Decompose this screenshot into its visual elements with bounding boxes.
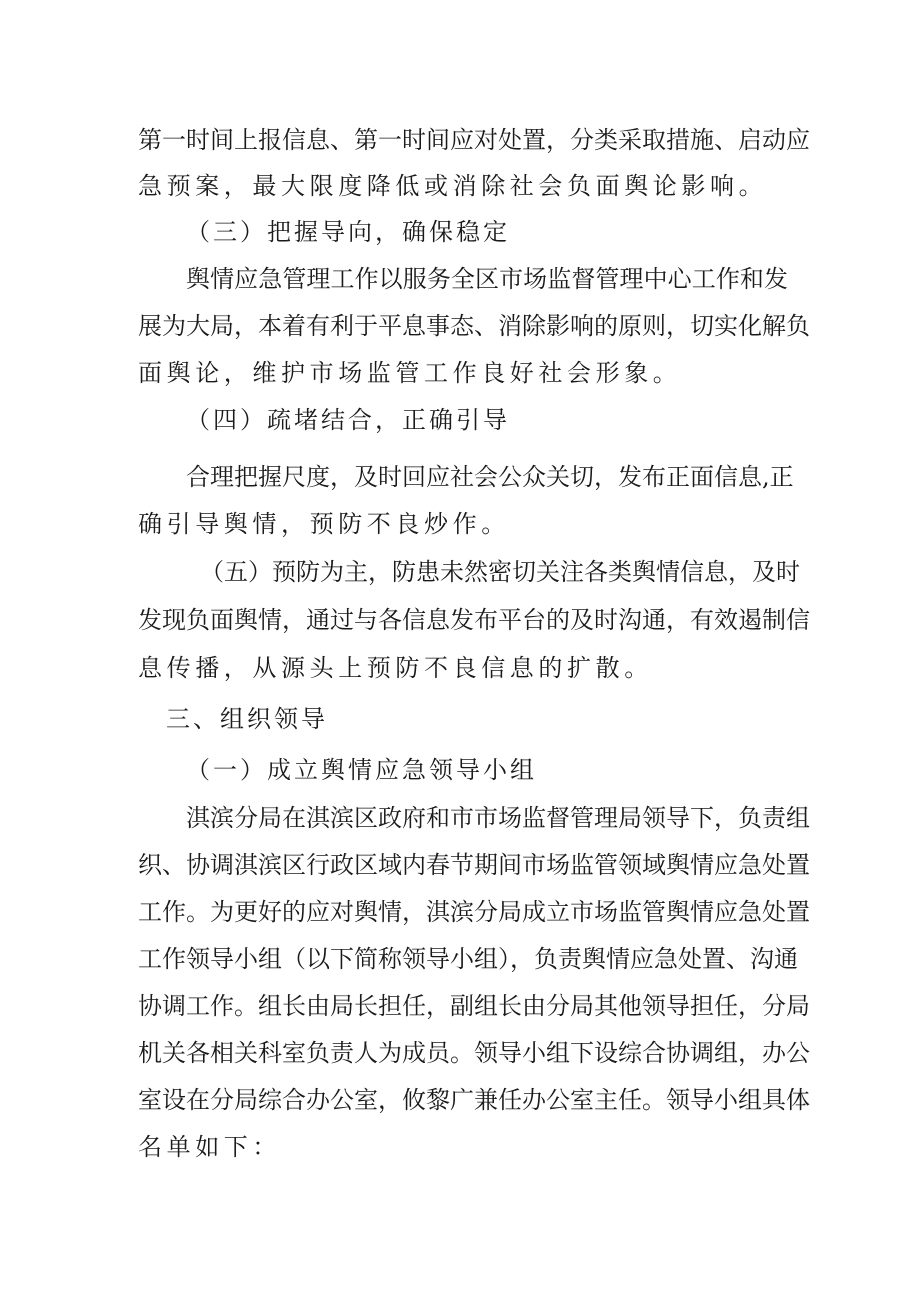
text-line: 面舆论，维护市场监管工作良好社会形象。 — [138, 359, 682, 387]
text-line: 淇滨分局在淇滨区政府和市市场监督管理局领导下，负责组 — [186, 804, 810, 832]
text-line: 展为大局，本着有利于平息事态、消除影响的原则，切实化解负 — [138, 312, 810, 340]
text-line: 工作。为更好的应对舆情，淇滨分局成立市场监管舆情应急处置 — [138, 898, 810, 926]
text-line: 舆情应急管理工作以服务全区市场监督管理中心工作和发 — [186, 265, 788, 293]
text-line: 协调工作。组长由局长担任，副组长由分局其他领导担任，分局 — [138, 992, 810, 1020]
section-heading: （五）预防为主，防患未然密切关注各类舆情信息，及时 — [200, 558, 800, 586]
section-heading: （四）疏堵结合，正确引导 — [186, 406, 510, 434]
text-line: 织、协调淇滨区行政区域内春节期间市场监管领域舆情应急处置 — [138, 851, 810, 879]
text-line: 息传播，从源头上预防不良信息的扩散。 — [138, 654, 653, 682]
text-line: 工作领导小组（以下简称领导小组），负责舆情应急处置、沟通 — [138, 945, 798, 973]
text-line: 第一时间上报信息、第一时间应对处置，分类采取措施、启动应 — [138, 126, 810, 154]
section-heading: （三）把握导向，确保稳定 — [186, 218, 510, 246]
text-line: 急预案，最大限度降低或消除社会负面舆论影响。 — [138, 172, 768, 200]
text-line: 机关各相关科室负责人为成员。领导小组下设综合协调组，办公 — [138, 1039, 810, 1067]
text-line: 发现负面舆情，通过与各信息发布平台的及时沟通，有效遏制信 — [138, 606, 810, 634]
text-line: 确引导舆情，预防不良炒作。 — [138, 510, 510, 538]
chapter-heading: 三、组织领导 — [166, 705, 328, 733]
section-heading: （一）成立舆情应急领导小组 — [186, 756, 537, 784]
text-line: 室设在分局综合办公室，攸黎广兼任办公室主任。领导小组具体 — [138, 1086, 810, 1114]
text-line: 合理把握尺度，及时回应社会公众关切，发布正面信息,正 — [186, 463, 794, 491]
text-line: 名单如下： — [138, 1133, 281, 1161]
